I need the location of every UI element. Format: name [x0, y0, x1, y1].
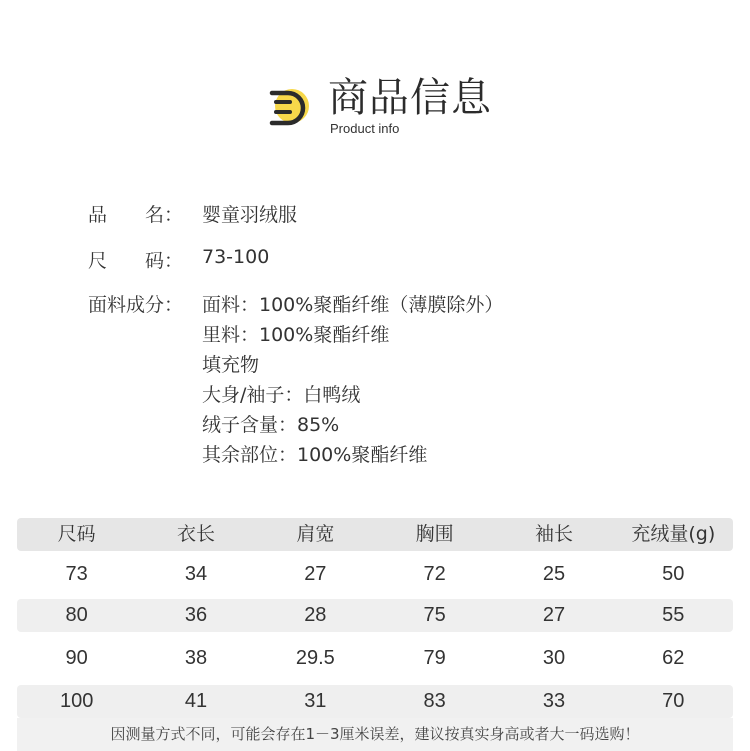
- table-row: [17, 685, 733, 718]
- table-cell: 83: [423, 690, 446, 712]
- table-cell: 80: [65, 604, 88, 626]
- material-line: 大身/袖子：白鸭绒: [202, 384, 361, 406]
- table-row: [17, 599, 733, 632]
- table-cell: 36: [184, 604, 208, 626]
- material-line: 其余部位：100%聚酯纤维: [202, 444, 428, 466]
- table-row: [17, 642, 733, 675]
- table-cell: 25: [542, 563, 566, 585]
- table-cell: 33: [542, 690, 566, 712]
- table-header-row: [17, 518, 733, 551]
- table-cell: 34: [184, 563, 208, 585]
- table-cell: 55: [662, 604, 685, 626]
- table-cell: 75: [423, 604, 446, 626]
- name-value: 婴童羽绒服: [202, 204, 298, 226]
- table-cell: 72: [423, 563, 446, 585]
- column-header: 衣长: [176, 523, 215, 545]
- column-header: 充绒量(g): [631, 523, 716, 545]
- table-cell: 62: [662, 647, 685, 669]
- table-cell: 30: [542, 647, 566, 669]
- size-label: 尺 码：: [88, 250, 184, 272]
- table-cell: 27: [542, 604, 566, 626]
- page-subtitle: Product info: [330, 121, 400, 136]
- table-cell: 29.5: [295, 647, 335, 669]
- name-label: 品 名：: [88, 204, 184, 226]
- table-cell: 38: [184, 647, 208, 669]
- size-value: 73-100: [202, 246, 270, 268]
- page-title: 商品信息: [328, 75, 492, 121]
- column-header: 尺码: [57, 523, 96, 545]
- material-line: 绒子含量：85%: [202, 414, 340, 436]
- material-line: 填充物: [202, 354, 260, 376]
- table-cell: 100: [59, 690, 94, 712]
- table-cell: 41: [184, 690, 208, 712]
- table-cell: 50: [662, 563, 685, 585]
- document-list-icon: [262, 82, 312, 132]
- table-cell: 70: [662, 690, 685, 712]
- table-cell: 79: [423, 647, 446, 669]
- measurement-note: 因测量方式不同，可能会存在1－3厘米误差，建议按真实身高或者大一码选购！: [17, 718, 733, 751]
- table-cell: 28: [304, 604, 327, 626]
- material-line: 里料：100%聚酯纤维: [202, 324, 390, 346]
- table-cell: 73: [65, 563, 88, 585]
- table-cell: 27: [304, 563, 327, 585]
- table-cell: 31: [304, 690, 327, 712]
- material-line: 面料：100%聚酯纤维（薄膜除外）: [202, 294, 504, 316]
- table-row: [17, 558, 733, 591]
- table-cell: 90: [65, 647, 88, 669]
- product-info-header: [262, 74, 522, 144]
- material-label: 面料成分：: [88, 294, 184, 316]
- column-header: 肩宽: [296, 523, 335, 545]
- column-header: 胸围: [415, 523, 454, 545]
- column-header: 袖长: [534, 523, 573, 545]
